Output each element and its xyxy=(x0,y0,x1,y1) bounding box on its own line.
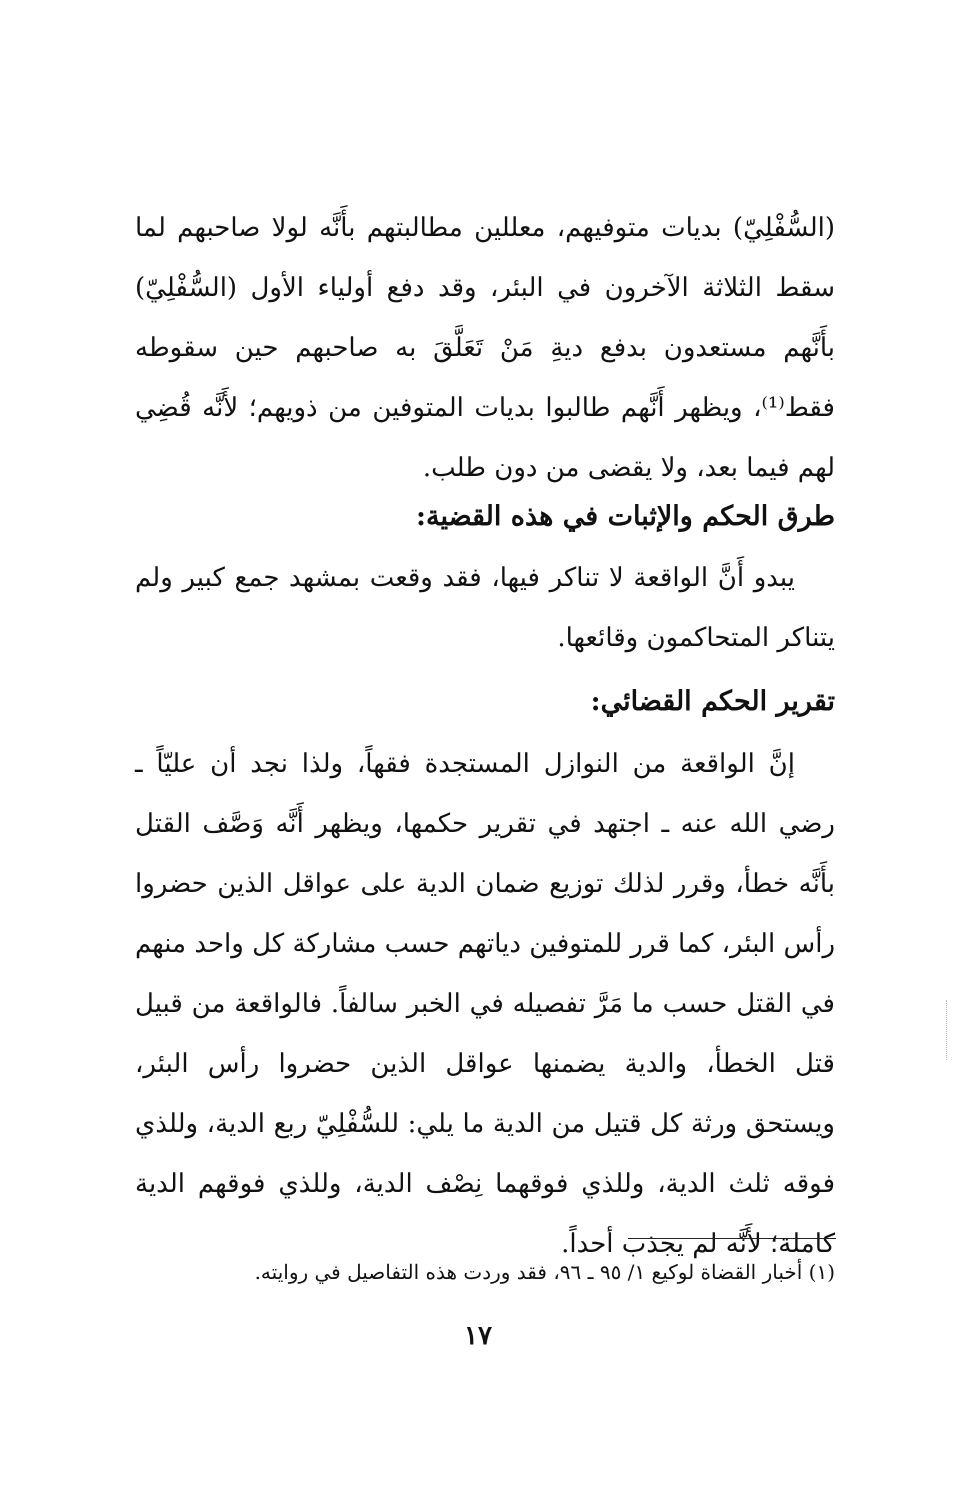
paragraph-1: (السُّفْلِيّ) بديات متوفيهم، معللين مطالبتهم بأَنَّه لولا صاحبهم لما سقط الثلاثة الآخرون في البئر، وقد دفع أولياء الأول (السُّفْلِيّ) بأَنَّهم مستعدون بدفع ديةِ مَنْ تَعَلَّقَ به صاحبهم حين سقوطه فقط⁽¹⁾، ويظهر أَنَّهم طالبوا بديات المتوفين من ذويهم؛ لأَنَّه قُضِي لهم فيما بعد، ولا يقضى من دون طلب. xyxy=(135,213,835,483)
section-heading-judicial-ruling: تقرير الحكم القضائي: xyxy=(590,686,835,717)
section-heading-proof-methods: طرق الحكم والإثبات في هذه القضية: xyxy=(416,501,835,532)
footnote-divider xyxy=(628,1238,836,1239)
paragraph-3: إنَّ الواقعة من النوازل المستجدة فقهاً، ولذا نجد أن عليّاً ـ رضي الله عنه ـ اجتهد في تقرير حكمها، ويظهر أَنَّه وَصَّف القتل بأَنَّه خطأ، وقرر لذلك توزيع ضمان الدية على عواقل الذين حضروا رأس البئر، كما قرر للمتوفين دياتهم حسب مشاركة كل واحد منهم في القتل حسب ما مَرَّ تفصيله في الخبر سالفاً. فالواقعة من قبيل قتل الخطأ، والدية يضمنها عواقل الذين حضروا رأس البئر، ويستحق ورثة كل قتيل من الدية ما يلي: للسُّفْلِيّ ربع الدية، وللذي فوقه ثلث الدية، وللذي فوقهما نِصْف الدية، وللذي فوقهم الدية كاملة؛ لأَنَّه لم يجذب أحداً. xyxy=(135,749,835,1259)
page-number: ١٧ xyxy=(464,1321,492,1351)
footnote-1: (١) أخبار القضاة لوكيع ١/ ٩٥ ـ ٩٦، فقد وردت هذه التفاصيل في روايته. xyxy=(254,1260,835,1284)
scan-margin-mark xyxy=(946,1000,947,1060)
paragraph-2: يبدو أَنَّ الواقعة لا تناكر فيها، فقد وقعت بمشهد جمع كبير ولم يتناكر المتحاكمون وقائعها. xyxy=(135,563,835,653)
